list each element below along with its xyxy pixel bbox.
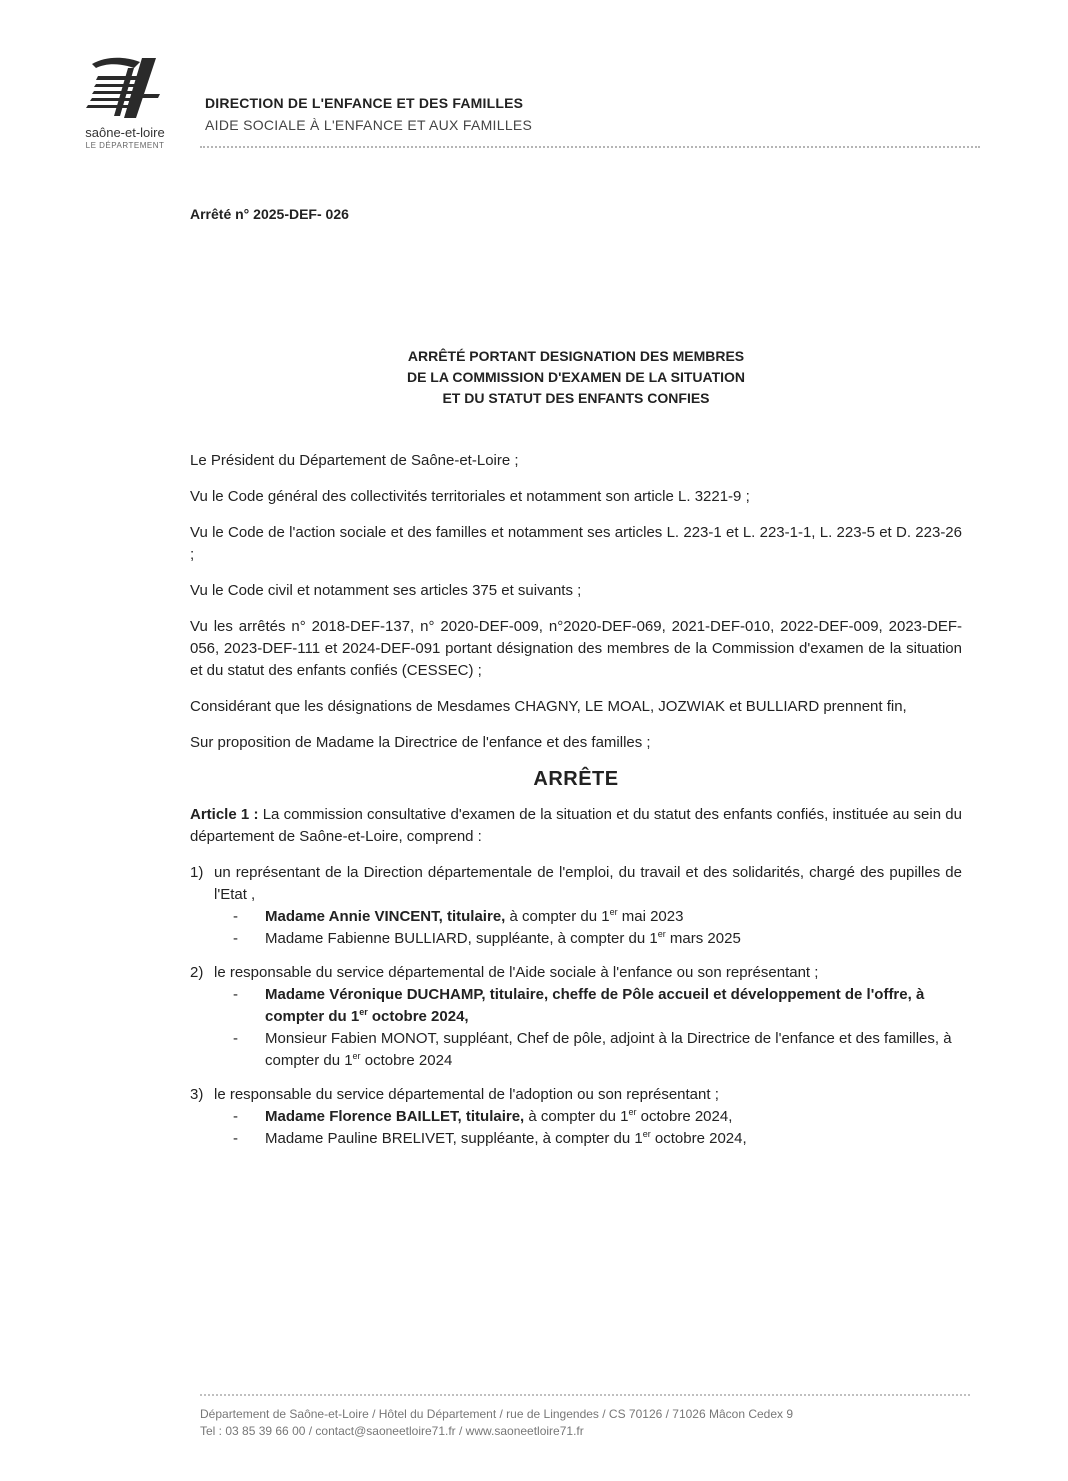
footer-contact: Tel : 03 85 39 66 00 / contact@saoneetloire71.fr / www.saoneetloire71.fr <box>200 1424 584 1438</box>
title-line-2: DE LA COMMISSION D'EXAMEN DE LA SITUATION <box>406 369 746 385</box>
item-text: le responsable du service départemental de l'Aide sociale à l'enfance ou son représentant ; <box>214 964 819 981</box>
list-item <box>190 1084 962 1106</box>
decree-body <box>190 450 962 1162</box>
department-emblem-icon <box>84 54 166 122</box>
paragraph-code-civil: Vu le Code civil et notamment ses articles 375 et suivants ; <box>190 582 582 599</box>
list-item <box>190 962 962 984</box>
member-name: Madame Annie VINCENT, titulaire, <box>265 908 506 925</box>
paragraph-cgct: Vu le Code général des collectivités territoriales et notamment son article L. 3221-9 ; <box>190 488 750 505</box>
paragraph-proposition: Sur proposition de Madame la Directrice de l'enfance et des familles ; <box>190 734 651 751</box>
title-line-1: ARRÊTÉ PORTANT DESIGNATION DES MEMBRES <box>407 348 745 364</box>
member-entry: - Madame Annie VINCENT, titulaire, à compter du 1er mai 2023 <box>233 906 962 928</box>
member-entry: - Madame Fabienne BULLIARD, suppléante, à compter du 1er mars 2025 <box>233 928 962 950</box>
member-name: Madame Véronique DUCHAMP, titulaire, cheffe de Pôle accueil et développement de l'offre, à compter du 1 <box>265 986 925 1025</box>
decree-reference: Arrêté n° 2025-DEF- 026 <box>190 206 349 222</box>
member-name: Madame Florence BAILLET, titulaire, <box>265 1108 525 1125</box>
member-entry: - Madame Pauline BRELIVET, suppléante, à compter du 1er octobre 2024, <box>233 1128 962 1150</box>
member-entry: - Madame Florence BAILLET, titulaire, à compter du 1er octobre 2024, <box>233 1106 962 1128</box>
member-entry: - Monsieur Fabien MONOT, suppléant, Chef de pôle, adjoint à la Directrice de l'enfance et des familles, à compter du 1er octobre 2024 <box>233 1028 962 1072</box>
article-1 <box>190 804 962 848</box>
header-direction: DIRECTION DE L'ENFANCE ET DES FAMILLES <box>205 95 524 111</box>
member-name: Madame Fabienne BULLIARD, suppléante, à compter du 1 <box>265 930 658 947</box>
member-list <box>190 906 962 950</box>
paragraph-president: Le Président du Département de Saône-et-Loire ; <box>190 452 519 469</box>
logo-name: saône-et-loire <box>85 125 165 140</box>
item-number: 3) <box>190 1086 204 1103</box>
item-number: 2) <box>190 964 204 981</box>
paragraph-considerant: Considérant que les désignations de Mesdames CHAGNY, LE MOAL, JOZWIAK et BULLIARD prennent fin, <box>190 698 907 715</box>
member-entry: - Madame Véronique DUCHAMP, titulaire, cheffe de Pôle accueil et développement de l'offre, à compter du 1er octobre 2024, <box>233 984 962 1028</box>
logo-subtitle: LE DÉPARTEMENT <box>85 141 165 150</box>
department-logo <box>78 54 172 154</box>
dash: - <box>233 1030 238 1047</box>
paragraph-casf: Vu le Code de l'action sociale et des familles et notamment ses articles L. 223-1 et L. 223-1-1, L. 223-5 et D. 223-26 ; <box>190 524 962 563</box>
list-item <box>190 862 962 906</box>
footer-address: Département de Saône-et-Loire / Hôtel du Département / rue de Lingendes / CS 70126 / 71026 Mâcon Cedex 9 <box>200 1407 794 1421</box>
article-1-text: La commission consultative d'examen de la situation et du statut des enfants confiés, instituée au sein du département de Saône-et-Loire, comprend : <box>190 806 962 845</box>
dash: - <box>233 908 238 925</box>
footer-divider <box>200 1394 970 1396</box>
paragraph-arretes: Vu les arrêtés n° 2018-DEF-137, n° 2020-DEF-009, n°2020-DEF-069, 2021-DEF-010, 2022-DEF-009, 2023-DEF-056, 2023-DEF-111 et 2024-DEF-091 portant désignation des membres de la Commission d'examen de la situation et du statut des enfants confiés (CESSEC) ; <box>190 618 962 679</box>
item-text: le responsable du service départemental de l'adoption ou son représentant ; <box>214 1086 719 1103</box>
title-line-3: ET DU STATUT DES ENFANTS CONFIES <box>442 390 710 406</box>
header-service: AIDE SOCIALE À L'ENFANCE ET AUX FAMILLES <box>205 117 533 133</box>
item-number: 1) <box>190 864 204 881</box>
member-name: Monsieur Fabien MONOT, suppléant, Chef de pôle, adjoint à la Directrice de l'enfance et des familles, à compter du 1 <box>265 1030 952 1069</box>
item-text: un représentant de la Direction départementale de l'emploi, du travail et des solidarités, chargé des pupilles de l'Etat , <box>214 864 962 903</box>
article-1-label: Article 1 : <box>190 806 259 823</box>
dash: - <box>233 1108 238 1125</box>
arrete-heading: ARRÊTE <box>533 768 619 790</box>
member-name: Madame Pauline BRELIVET, suppléante, à compter du 1 <box>265 1130 643 1147</box>
dash: - <box>233 1130 238 1147</box>
decree-title <box>190 346 962 409</box>
dash: - <box>233 986 238 1003</box>
member-list <box>190 984 962 1072</box>
dash: - <box>233 930 238 947</box>
header-divider <box>200 146 980 148</box>
member-list <box>190 1106 962 1150</box>
